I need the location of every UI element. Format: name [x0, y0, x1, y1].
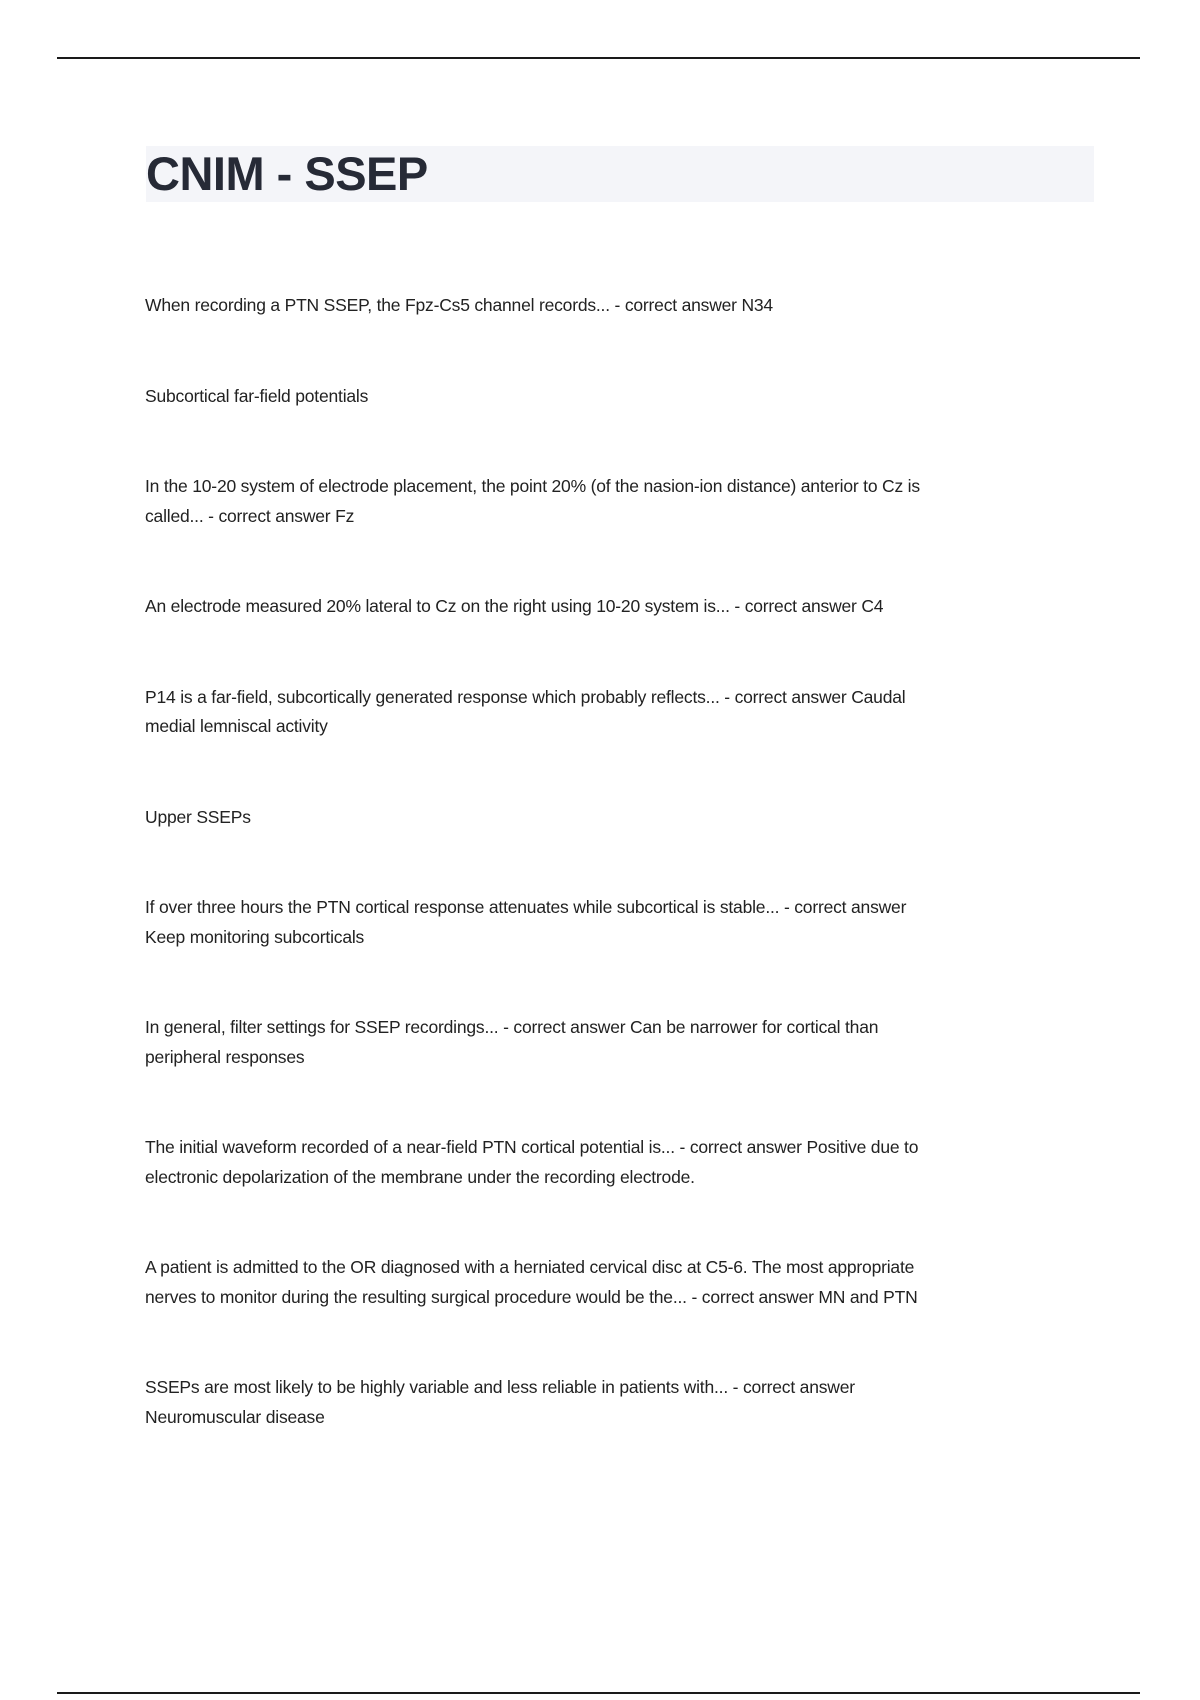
qa-text-line: An electrode measured 20% lateral to Cz on the right using 10-20 system is... - correct answer C4 — [145, 596, 884, 616]
qa-item — [145, 592, 1145, 622]
qa-list — [145, 291, 1145, 1493]
qa-item — [145, 1013, 1145, 1072]
qa-item — [145, 1373, 1145, 1432]
qa-text-line: nerves to monitor during the resulting surgical procedure would be the... - correct answer MN and PTN — [145, 1286, 918, 1307]
qa-item — [145, 291, 1145, 321]
qa-item — [145, 472, 1145, 531]
qa-item — [145, 893, 1145, 952]
qa-text-line: electronic depolarization of the membrane under the recording electrode. — [145, 1166, 695, 1187]
qa-item — [145, 803, 1145, 833]
footer-rule — [57, 1692, 1140, 1694]
qa-item — [145, 382, 1145, 412]
header-rule — [57, 57, 1140, 59]
qa-text-line: Neuromuscular disease — [145, 1406, 325, 1427]
qa-text-line: The initial waveform recorded of a near-field PTN cortical potential is... - correct answer Positive due to — [145, 1137, 919, 1157]
qa-text-line: When recording a PTN SSEP, the Fpz-Cs5 channel records... - correct answer N34 — [145, 295, 773, 315]
qa-item — [145, 1133, 1145, 1192]
qa-text-line: Subcortical far-field potentials — [145, 385, 369, 406]
qa-text-line: Keep monitoring subcorticals — [145, 926, 365, 947]
qa-item — [145, 1253, 1145, 1312]
qa-text-line: called... - correct answer Fz — [145, 505, 355, 526]
qa-text-line: P14 is a far-field, subcortically generated response which probably reflects... - correct answer Caudal — [145, 686, 906, 707]
qa-item — [145, 683, 1145, 742]
page-title: CNIM - SSEP — [146, 147, 428, 200]
qa-text-line: SSEPs are most likely to be highly variable and less reliable in patients with... - correct answer — [145, 1377, 855, 1397]
qa-text-line: In the 10-20 system of electrode placement, the point 20% (of the nasion-ion distance) anterior to Cz is — [145, 476, 920, 496]
qa-text-line: peripheral responses — [145, 1046, 305, 1067]
qa-text-line: Upper SSEPs — [145, 806, 251, 827]
qa-text-line: If over three hours the PTN cortical response attenuates while subcortical is stable... - correct answer — [145, 897, 907, 917]
qa-text-line: medial lemniscal activity — [145, 716, 328, 736]
qa-text-line: In general, filter settings for SSEP recordings... - correct answer Can be narrower for cortical than — [145, 1017, 879, 1037]
qa-text-line: A patient is admitted to the OR diagnosed with a herniated cervical disc at C5-6. The most appropriate — [145, 1257, 915, 1277]
